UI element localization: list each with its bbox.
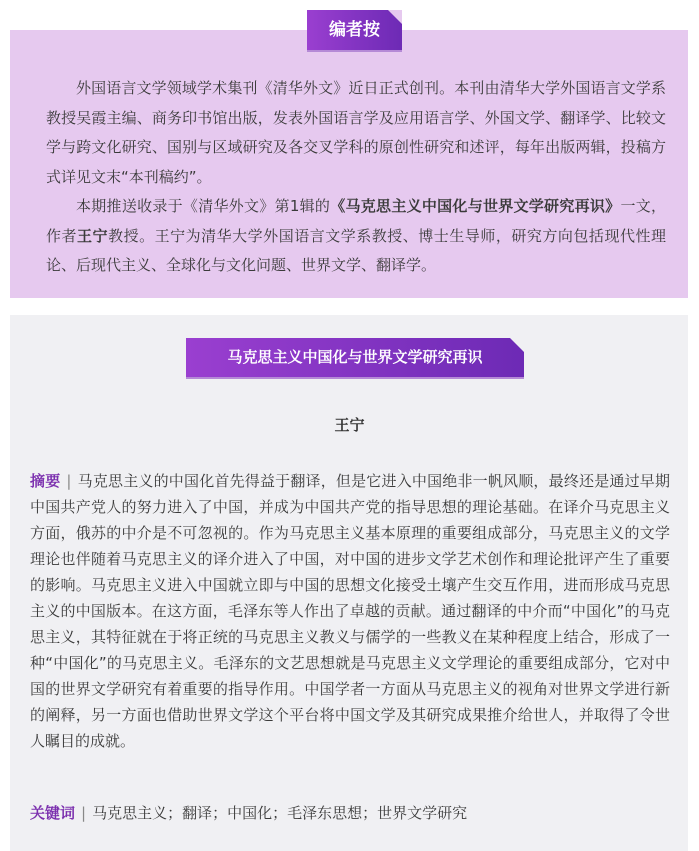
keywords	[30, 800, 670, 826]
para2-author: 王宁	[77, 226, 109, 245]
editor-note-paragraph-1: 外国语言文学领域学术集刊《清华外文》近日正式创刊。本刊由清华大学外国语言文学系教授吴霞主编、商务印书馆出版，发表外国语言学及应用语言学、外国文学、翻译学、比较文学与跨文化研究、国别与区域研究及各交叉学科的原创性研究和述评，每年出版两辑，投稿方式详见文末“本刊稿约”。	[46, 79, 666, 186]
para2-intro: 本期推送收录于《清华外文》第1辑的	[76, 197, 331, 215]
article-title-badge: 马克思主义中国化与世界文学研究再识	[186, 338, 524, 377]
para2-middle: 一文，作者	[46, 197, 666, 245]
abstract	[30, 468, 670, 754]
keywords-separator: |	[81, 804, 87, 822]
abstract-text: 马克思主义的中国化首先得益于翻译，但是它进入中国绝非一帆风顺，最终还是通过早期中国共产党人的努力进入了中国，并成为中国共产党的指导思想的理论基础。在译介马克思主义方面，俄苏的中介是不可忽视的。作为马克思主义基本原理的重要组成部分，马克思主义的文学理论也伴随着马克思主义的译介进入了中国，对中国的进步文学艺术创作和理论批评产生了重要的影响。马克思主义进入中国就立即与中国的思想文化接受土壤产生交互作用，进而形成马克思主义的中国版本。在这方面，毛泽东等人作出了卓越的贡献。通过翻译的中介而“中国化”的马克思主义，其特征就在于将正统的马克思主义教义与儒学的一些教义在某种程度上结合，形成了一种“中国化”的马克思主义。毛泽东的文艺思想就是马克思主义文学理论的重要组成部分，它对中国的世界文学研究有着重要的指导作用。中国学者一方面从马克思主义的视角对世界文学进行新的阐释，另一方面也借助世界文学这个平台将中国文学及其研究成果推介给世人，并取得了令世人瞩目的成就。	[30, 472, 670, 750]
editor-note-badge: 编者按	[307, 10, 402, 50]
keywords-text: 马克思主义；翻译；中国化；毛泽东思想；世界文学研究	[92, 804, 468, 822]
abstract-separator: |	[66, 472, 72, 490]
editor-note-paragraph-2	[46, 192, 666, 281]
para2-article-title: 《马克思主义中国化与世界文学研究再识》	[330, 197, 621, 215]
para2-end: 教授。王宁为清华大学外国语言文学系教授、博士生导师，研究方向包括现代性理论、后现代主义、全球化与文化问题、世界文学、翻译学。	[46, 226, 666, 274]
article-author: 王宁	[334, 416, 365, 434]
abstract-label: 摘要	[30, 472, 61, 490]
editor-note-text	[46, 74, 666, 281]
keywords-label: 关键词	[30, 804, 76, 822]
